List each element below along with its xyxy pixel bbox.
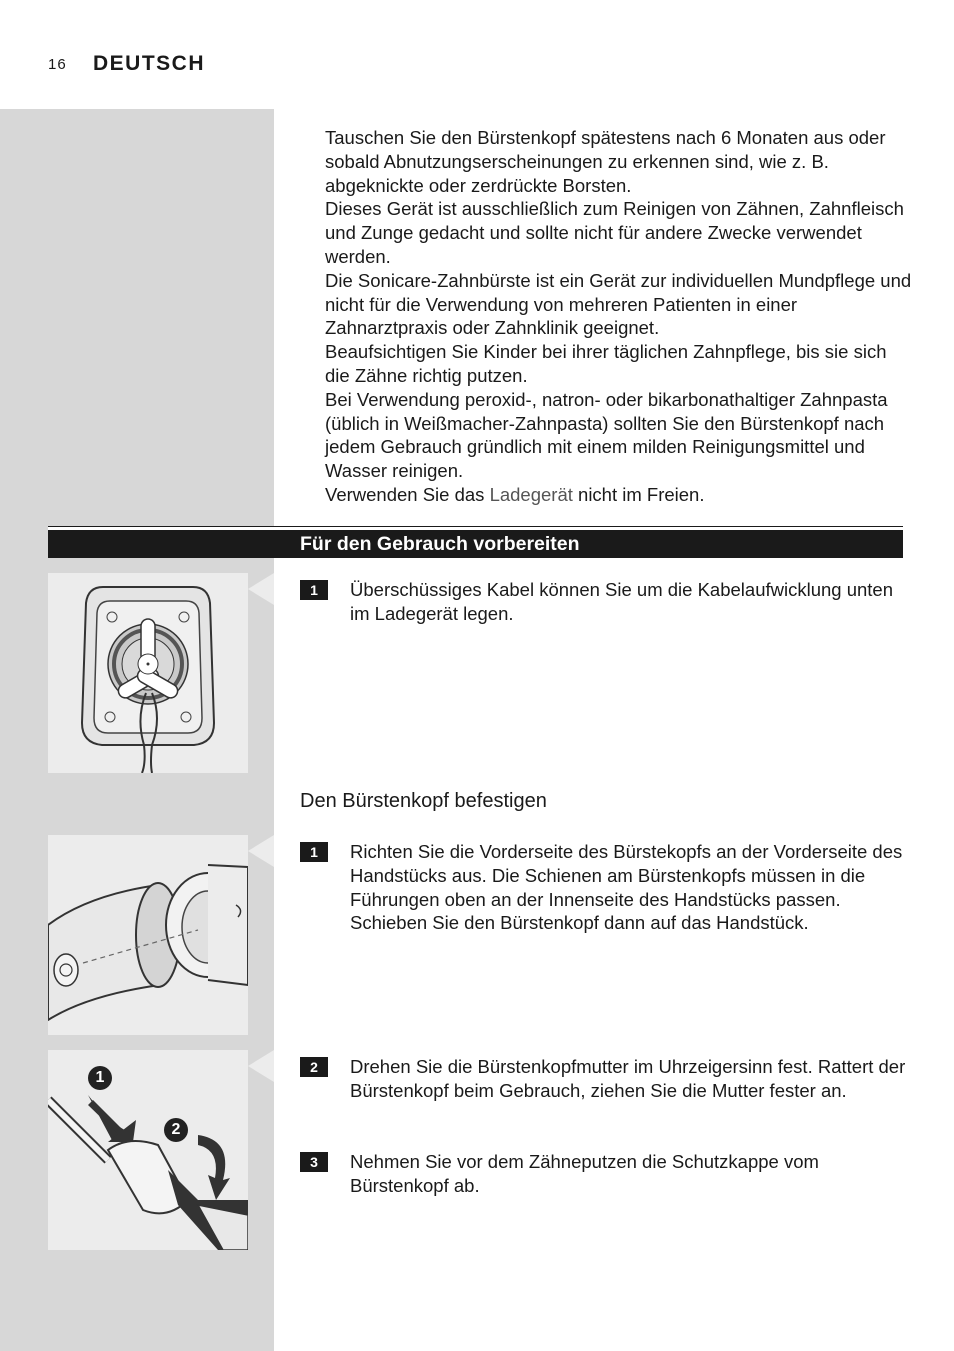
attach-step bbox=[300, 1055, 910, 1103]
intro-paragraph: Tauschen Sie den Bürstenkopf spätestens nach 6 Monaten aus oder sobald Abnutzungserscheinungen zu erkennen sind, wie z. B. abgeknickte oder zerdrückte Borsten. bbox=[325, 127, 886, 196]
figure-pointer bbox=[248, 573, 274, 605]
callout-2-badge: 2 bbox=[164, 1118, 188, 1142]
charger-illustration bbox=[48, 573, 248, 773]
intro-paragraph: Bei Verwendung peroxid-, natron- oder bikarbonathaltiger Zahnpasta (üblich in Weißmacher-Zahnpasta) sollten Sie den Bürstenkopf nach jedem Gebrauch gründlich mit einem milden Reinigungsmittel und Wasser reinigen. bbox=[325, 388, 888, 482]
brush-head-nut-icon bbox=[48, 1050, 248, 1250]
intro-text-part: nicht im Freien. bbox=[572, 483, 705, 505]
intro-paragraph: Die Sonicare-Zahnbürste ist ein Gerät zur individuellen Mundpflege und nicht für die Verwendung von mehreren Patienten in einer Zahnarztpraxis oder Zahnklinik geeignet. bbox=[325, 269, 912, 339]
attach-brush-head-illustration bbox=[48, 835, 248, 1035]
attach-step bbox=[300, 840, 910, 935]
figure-pointer bbox=[248, 835, 274, 867]
step-number: 2 bbox=[300, 1057, 328, 1077]
step-text: Überschüssiges Kabel können Sie um die Kabelaufwicklung unten im Ladegerät legen. bbox=[350, 579, 894, 624]
prepare-step bbox=[300, 578, 910, 626]
section-title: Für den Gebrauch vorbereiten bbox=[300, 533, 580, 555]
attach-step bbox=[300, 1150, 910, 1198]
intro-text bbox=[325, 126, 915, 507]
callout-1-badge: 1 bbox=[88, 1066, 112, 1090]
intro-paragraph bbox=[325, 483, 915, 507]
section-title-bar bbox=[48, 530, 903, 558]
page-number: 16 bbox=[48, 56, 67, 73]
step-text: Drehen Sie die Bürstenkopfmutter im Uhrzeigersinn fest. Rattert der Bürstenkopf beim Gebrauch, ziehen Sie die Mutter fester an. bbox=[350, 1056, 906, 1101]
intro-paragraph: Dieses Gerät ist ausschließlich zum Reinigen von Zähnen, Zahnfleisch und Zunge gedacht und sollte nicht für andere Zwecke verwendet werden. bbox=[325, 198, 904, 267]
step-number: 1 bbox=[300, 842, 328, 862]
intro-paragraph: Beaufsichtigen Sie Kinder bei ihrer täglichen Zahnpflege, bis sie sich die Zähne richtig putzen. bbox=[325, 341, 887, 386]
toothbrush-handle-icon bbox=[48, 835, 248, 1035]
step-text: Nehmen Sie vor dem Zähneputzen die Schutzkappe vom Bürstenkopf ab. bbox=[350, 1151, 819, 1196]
tighten-brush-head-illustration bbox=[48, 1050, 248, 1250]
step-number: 3 bbox=[300, 1152, 328, 1172]
charger-icon bbox=[48, 573, 248, 773]
step-text: Richten Sie die Vorderseite des Bürstekopfs an der Vorderseite des Handstücks aus. Die Schienen am Bürstenkopfs müssen in die Führungen oben an der Innenseite des Handstücks passen. Schieben Sie den Bürstenkopf dann auf das Handstück. bbox=[350, 841, 903, 934]
figure-pointer bbox=[248, 1050, 274, 1082]
intro-text-part: Verwenden Sie das bbox=[325, 483, 490, 505]
subsection-title: Den Bürstenkopf befestigen bbox=[300, 790, 547, 812]
language-heading: DEUTSCH bbox=[93, 52, 206, 75]
term-charger: Ladegerät bbox=[489, 483, 573, 505]
step-number: 1 bbox=[300, 580, 328, 600]
